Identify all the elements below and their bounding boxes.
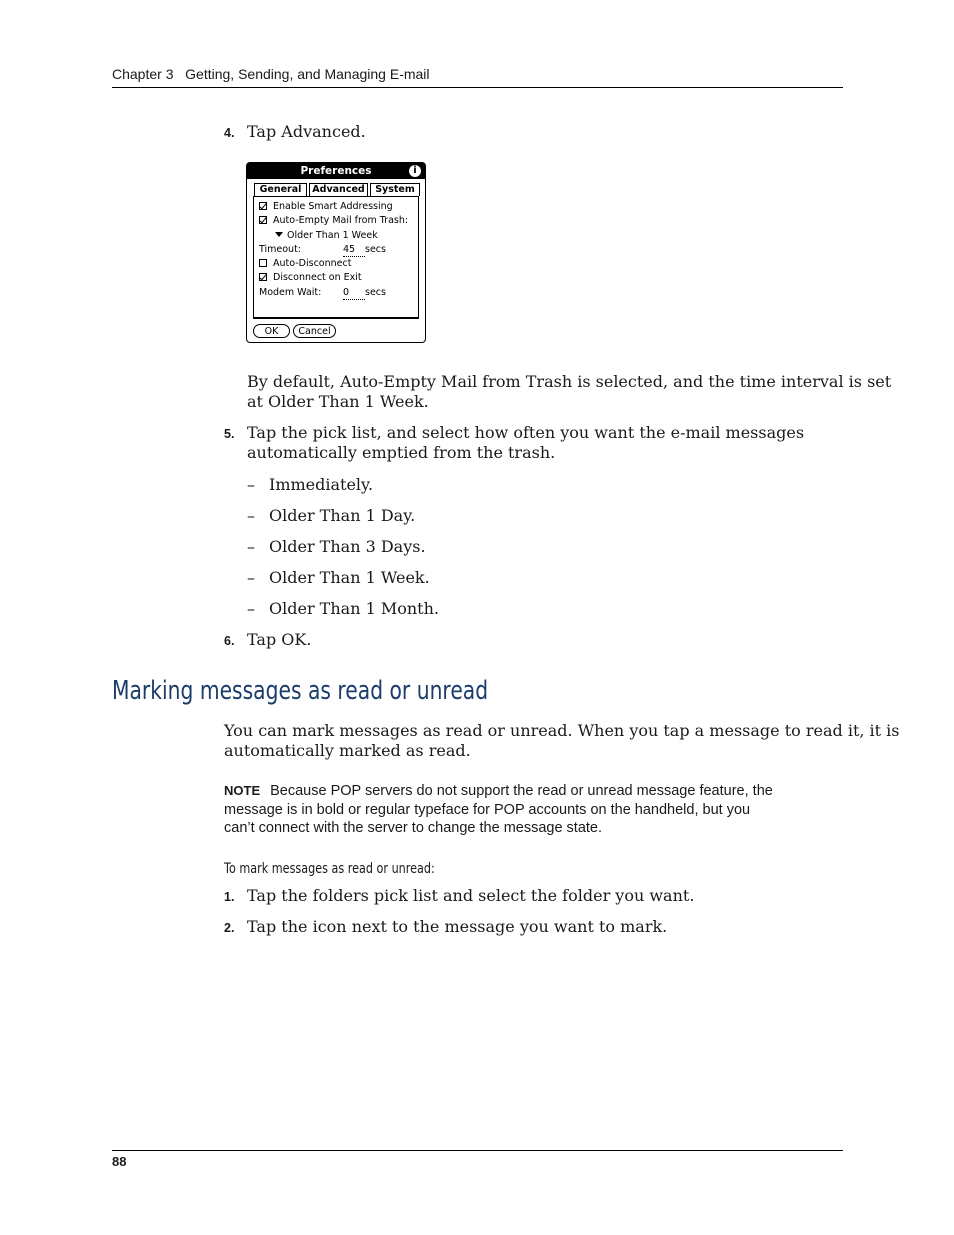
field-label: Modem Wait: xyxy=(259,287,322,298)
option-label: Auto-Empty Mail from Trash: xyxy=(273,215,409,226)
timeout-input[interactable] xyxy=(343,244,386,257)
section-heading: Marking messages as read or unread xyxy=(112,676,489,706)
tab-system[interactable]: System xyxy=(370,183,420,196)
note-text-line1: Because POP servers do not support the read or unread message feature, the xyxy=(270,783,773,799)
step-text: Tap the icon next to the message you want to mark. xyxy=(247,917,668,936)
option-label: Disconnect on Exit xyxy=(273,272,362,283)
list-item: Older Than 1 Day. xyxy=(269,506,416,525)
advanced-panel xyxy=(253,196,419,319)
chapter-number: Chapter 3 xyxy=(112,66,174,82)
timeout-value[interactable]: 45 xyxy=(343,244,365,257)
option-label: Enable Smart Addressing xyxy=(273,201,393,212)
step-number: 1. xyxy=(224,890,235,904)
dialog-title: Preferences xyxy=(247,163,425,179)
picklist-arrow-icon xyxy=(275,232,283,237)
step-number: 5. xyxy=(224,427,235,441)
preferences-dialog-screenshot xyxy=(246,162,426,343)
option-auto-empty-mail[interactable] xyxy=(259,215,408,227)
step-text-line2: automatically emptied from the trash. xyxy=(247,443,556,462)
step-number: 4. xyxy=(224,126,235,140)
picklist-value: Older Than 1 Week xyxy=(287,230,378,241)
checkbox-checked-icon[interactable] xyxy=(259,273,267,281)
step-text-line1: Tap the pick list, and select how often you want the e-mail messages xyxy=(247,423,805,442)
step-number: 6. xyxy=(224,634,235,648)
ok-button[interactable]: OK xyxy=(253,324,290,338)
list-dash: – xyxy=(247,475,255,494)
header-rule xyxy=(112,87,843,88)
default-paragraph-line1: By default, Auto-Empty Mail from Trash is selected, and the time interval is set xyxy=(247,372,892,391)
checkbox-checked-icon[interactable] xyxy=(259,216,267,224)
unit-label: secs xyxy=(365,244,386,255)
field-label: Timeout: xyxy=(259,244,302,255)
cancel-button[interactable]: Cancel xyxy=(293,324,336,338)
chapter-title: Getting, Sending, and Managing E-mail xyxy=(185,66,430,82)
note-label: NOTE xyxy=(224,783,261,798)
list-dash: – xyxy=(247,568,255,587)
step-text: Tap OK. xyxy=(247,630,312,649)
step-number: 2. xyxy=(224,921,235,935)
trash-interval-picklist[interactable] xyxy=(275,230,378,242)
tab-advanced[interactable]: Advanced xyxy=(309,183,368,196)
running-header xyxy=(112,66,430,82)
timeout-field xyxy=(259,244,386,256)
unit-label: secs xyxy=(365,287,386,298)
option-label: Auto-Disconnect xyxy=(273,258,352,269)
list-dash: – xyxy=(247,506,255,525)
modem-wait-input[interactable] xyxy=(343,287,386,300)
option-disconnect-on-exit[interactable] xyxy=(259,272,362,284)
note-block xyxy=(224,782,844,838)
list-dash: – xyxy=(247,599,255,618)
tab-general[interactable]: General xyxy=(254,183,307,196)
list-item: Older Than 1 Month. xyxy=(269,599,439,618)
note-text-line3: can’t connect with the server to change the message state. xyxy=(224,820,603,836)
checkbox-unchecked-icon[interactable] xyxy=(259,259,267,267)
intro-line1: You can mark messages as read or unread. When you tap a message to read it, it is xyxy=(224,721,900,740)
option-auto-disconnect[interactable] xyxy=(259,258,351,270)
footer-rule xyxy=(112,1150,843,1151)
modem-wait-field xyxy=(259,287,386,299)
list-item: Older Than 1 Week. xyxy=(269,568,430,587)
list-item: Older Than 3 Days. xyxy=(269,537,426,556)
note-text-line2: message is in bold or regular typeface for POP accounts on the handheld, but you xyxy=(224,801,751,818)
option-enable-smart-addressing[interactable] xyxy=(259,201,393,213)
default-paragraph-line2: at Older Than 1 Week. xyxy=(247,392,429,411)
info-icon[interactable]: i xyxy=(409,165,421,177)
step-text: Tap Advanced. xyxy=(247,122,366,141)
checkbox-checked-icon[interactable] xyxy=(259,202,267,210)
procedure-title: To mark messages as read or unread: xyxy=(224,861,435,877)
intro-line2: automatically marked as read. xyxy=(224,741,471,760)
list-dash: – xyxy=(247,537,255,556)
page-number: 88 xyxy=(112,1154,127,1169)
list-item: Immediately. xyxy=(269,475,374,494)
modem-wait-value[interactable]: 0 xyxy=(343,287,365,300)
step-text: Tap the folders pick list and select the folder you want. xyxy=(247,886,695,905)
